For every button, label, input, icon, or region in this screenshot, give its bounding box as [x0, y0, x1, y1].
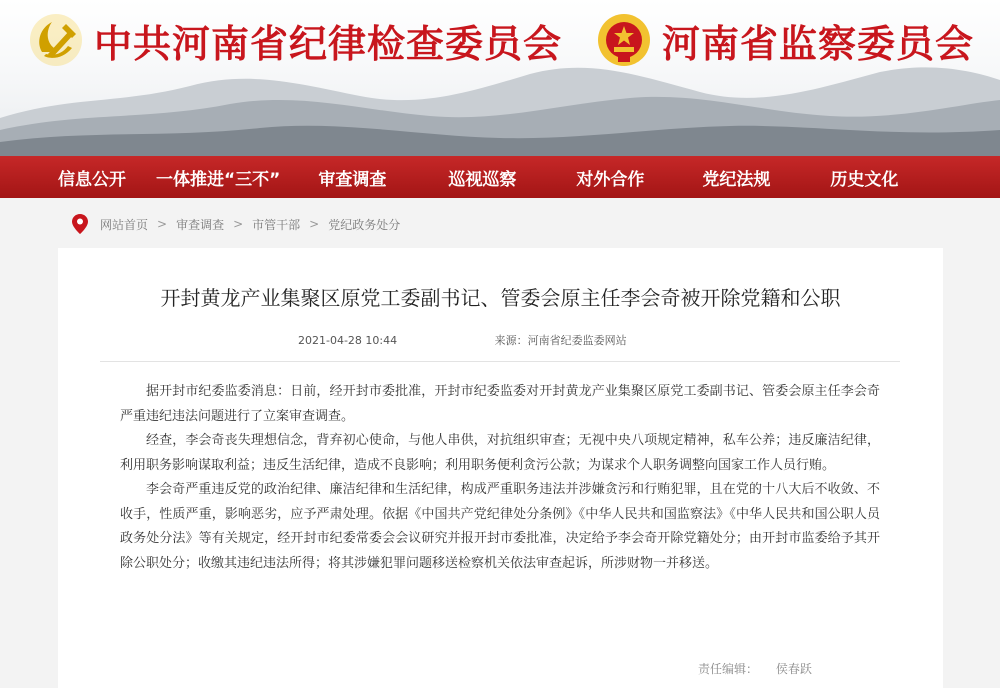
- brand-name-discipline-commission: 中共河南省纪律检查委员会: [94, 20, 563, 66]
- location-pin-icon: [72, 214, 88, 234]
- editor-name: 侯春跃: [775, 662, 812, 676]
- nav-item-information-disclosure[interactable]: 信息公开: [58, 169, 126, 190]
- breadcrumb: [58, 200, 943, 248]
- nav-item-review-investigation[interactable]: 审查调查: [318, 169, 387, 190]
- article-paragraph: 据开封市纪委监委消息：日前，经开封市委批准，开封市纪委监委对开封黄龙产业集聚区原党工委副书记、管委会原主任李会奇严重违纪违法问题进行了立案审查调查。: [120, 384, 880, 424]
- national-emblem-icon: [596, 10, 652, 70]
- article-body: [120, 380, 880, 576]
- divider: [100, 361, 900, 362]
- main-navigation: [0, 156, 1000, 198]
- article-source: 来源：河南省纪委监委网站: [494, 334, 627, 347]
- breadcrumb-disciplinary-sanctions[interactable]: 党纪政务处分: [328, 217, 401, 232]
- brand-name-supervisory-commission: 河南省监察委员会: [662, 20, 975, 66]
- breadcrumb-city-cadres[interactable]: 市管干部: [252, 217, 301, 232]
- article-editor: [698, 660, 812, 677]
- breadcrumb-review-investigation[interactable]: 审查调查: [176, 217, 225, 232]
- article-paragraph: 李会奇严重违反党的政治纪律、廉洁纪律和生活纪律，构成严重职务违法并涉嫌贪污和行贿犯罪，且在党的十八大后不收敛、不收手，性质严重，影响恶劣，应予严肃处理。依据《中国共产党纪律处分条例》《中华人民共和国监察法》《中华人民共和国公职人员政务处分法》等有关规定，经开封市纪委常委会会议研究并报开封市委批准，决定给予李会奇开除党籍处分；由开封市监委给予其开除公职处分；收缴其违纪违法所得；将其涉嫌犯罪问题移送检察机关依法审查起诉，所涉财物一并移送。: [120, 482, 880, 571]
- breadcrumb-separator: >: [233, 217, 244, 231]
- nav-item-external-cooperation[interactable]: 对外合作: [576, 169, 645, 190]
- breadcrumb-home[interactable]: 网站首页: [100, 217, 149, 232]
- nav-item-history-culture[interactable]: 历史文化: [830, 169, 899, 190]
- party-emblem-icon: [28, 12, 84, 68]
- brand-supervisory-commission[interactable]: [596, 10, 974, 70]
- nav-item-inspection-tours[interactable]: 巡视巡察: [448, 169, 517, 190]
- brand-discipline-commission[interactable]: [28, 10, 562, 70]
- nav-item-party-regulations[interactable]: 党纪法规: [702, 169, 771, 190]
- article-paragraph: 经查，李会奇丧失理想信念，背弃初心使命，与他人串供，对抗组织审查；无视中央八项规定精神，私车公养；违反廉洁纪律，利用职务影响谋取利益；违反生活纪律，造成不良影响；利用职务便利贪污公款；为谋求个人职务调整向国家工作人员行贿。: [120, 433, 880, 473]
- breadcrumb-separator: >: [309, 217, 320, 231]
- article-title: 开封黄龙产业集聚区原党工委副书记、管委会原主任李会奇被开除党籍和公职: [160, 286, 841, 310]
- nav-item-three-nots[interactable]: 一体推进“三不”: [156, 169, 281, 190]
- article-date: 2021-04-28 10:44: [298, 334, 398, 347]
- site-header: [0, 0, 1000, 156]
- breadcrumb-separator: >: [157, 217, 168, 231]
- article-meta: [298, 332, 627, 348]
- editor-label: 责任编辑：: [698, 662, 759, 676]
